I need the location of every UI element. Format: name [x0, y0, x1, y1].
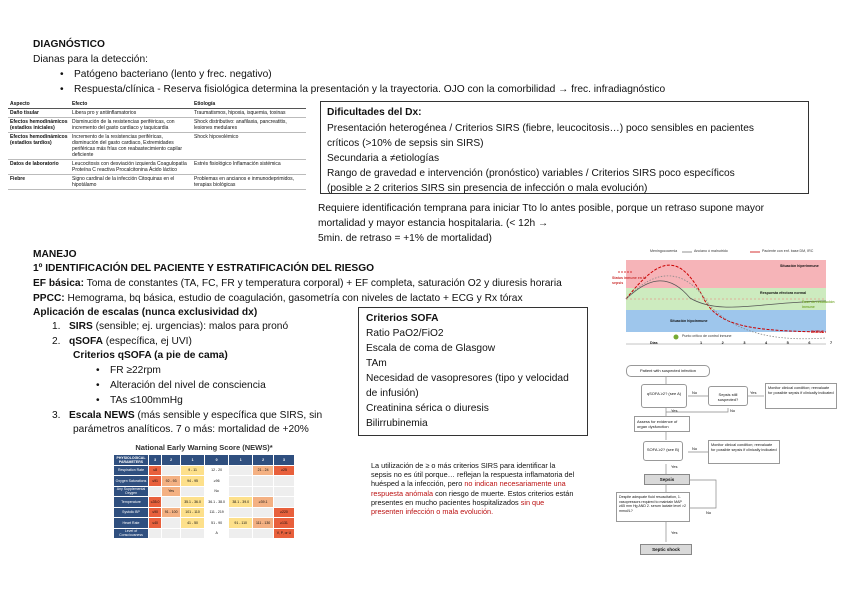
ef-basica: EF básica: Toma de constantes (TA, FC, FR y temperatura corporal) + EF completa, saturación O2 y diuresis horaria — [33, 278, 562, 289]
news-cell: ≤90 — [149, 507, 162, 518]
table-header: Aspecto — [8, 100, 70, 109]
news-row — [114, 528, 295, 539]
dificultades-line: críticos (>10% de sepsis sin SIRS) — [327, 138, 484, 149]
news-header-cell: 3 — [149, 455, 162, 466]
list-item: • TAs ≤100mmHg — [96, 395, 183, 406]
news-cell: 91 - 100 — [162, 507, 181, 518]
flow-monitor: Monitor clinical condition; reevaluate for possible sepsis if clinically indicated — [765, 383, 837, 409]
news-cell: 41 - 50 — [181, 518, 205, 529]
list-item: • FR ≥22rpm — [96, 365, 161, 376]
news-cell: ≤8 — [149, 465, 162, 476]
news-cell: 94 - 95 — [181, 476, 205, 487]
news-row-label: Heart Rate — [114, 518, 149, 529]
etiology-table — [8, 100, 306, 190]
news-row — [114, 465, 295, 476]
table-row: Daño tisular Libera pro y antiinflamatorios Traumatismos, hipoxia, isquemia, toxinas — [8, 109, 306, 118]
news-cell: ≥131 — [274, 518, 295, 529]
day-tick-label: 2 — [721, 341, 724, 345]
news-cell — [253, 528, 274, 539]
news-cell: 9 - 11 — [181, 465, 205, 476]
news-cell — [229, 465, 253, 476]
news-row — [114, 497, 295, 508]
news-row-label: Temperature — [114, 497, 149, 508]
news-cell: A — [205, 528, 229, 539]
news-cell: 51 - 90 — [205, 518, 229, 529]
news-cell: ≥39.1 — [253, 497, 274, 508]
zone-hypoimmune — [626, 310, 826, 332]
news-cell: ≤91 — [149, 476, 162, 487]
flow-septic-shock: Septic shock — [640, 544, 692, 555]
flow-qsofa-question: qSOFA ≥2? (see A) — [641, 384, 687, 408]
news-header-cell: PHYSIOLOGICAL PARAMETERS — [114, 455, 149, 466]
news-cell — [162, 497, 181, 508]
manejo-subtitle: 1º IDENTIFICACIÓN DEL PACIENTE Y ESTRATIFICACIÓN DEL RIESGO — [33, 263, 375, 274]
news-cell: 101 - 110 — [181, 507, 205, 518]
news-cell: 91 - 110 — [229, 518, 253, 529]
dificultades-box — [320, 101, 809, 194]
diana-item: • Respuesta/clínica - Reserva fisiológica determina la presentación y la trayectoria. OJO con la comorbilidad → frec. infradiagnóstico — [60, 84, 666, 95]
news-cell: 111 - 130 — [253, 518, 274, 529]
table-row: Fiebre Signo cardinal de la infección Citoquinas en el hipotálamo Problemas en ancianos e inmunodeprimidos, terapias biológicas — [8, 175, 306, 190]
day-tick-label: 6 — [808, 341, 811, 345]
exitus-label: EXITUS — [811, 330, 824, 334]
sofa-box — [358, 307, 588, 436]
flow-sepsis: Sepsis — [644, 474, 690, 485]
news-cell: Yes — [162, 486, 181, 497]
news-cell — [162, 465, 181, 476]
section-heading-diagnostico: DIAGNÓSTICO — [33, 39, 105, 50]
sofa-item: Bilirrubinemia — [366, 418, 428, 429]
table-header: Etiología — [192, 100, 306, 109]
dificultades-title: Dificultades del Dx: — [327, 107, 422, 118]
news-cell: ≤35.0 — [149, 497, 162, 508]
news-cell — [229, 486, 253, 497]
dificultades-line: Rango de gravedad e intervención (pronóstico) variables / Criterios SIRS poco específicos — [327, 168, 735, 179]
flow-monitor-2: Monitor clinical condition; reevaluate for possible sepsis if clinically indicated — [708, 440, 780, 464]
flow-no: No — [730, 408, 736, 413]
table-header: Efecto — [70, 100, 192, 109]
day-tick-label: 7 — [830, 341, 833, 345]
news-score-table — [113, 443, 295, 539]
news-header-cell: 2 — [253, 455, 274, 466]
news-row — [114, 507, 295, 518]
news-cell: V, P, or U — [274, 528, 295, 539]
days-label: Días — [650, 341, 658, 345]
news-row-label: Oxygen Saturations — [114, 476, 149, 487]
news-cell — [162, 518, 181, 529]
legend-item: Anciano ó malnutrido — [694, 249, 728, 253]
news-description: parámetros analíticos. 7 o más: mortalidad de +20% — [73, 424, 309, 435]
flow-yes: Yes — [671, 408, 678, 413]
requiere-line: mortalidad y mayor estancia hospitalaria. (< 12h → — [318, 218, 549, 229]
news-cell: 92 - 93 — [162, 476, 181, 487]
qsofa-title: Criterios qSOFA (a pie de cama) — [73, 350, 228, 361]
dianas-list — [60, 68, 666, 96]
news-title: National Early Warning Score (NEWS)* — [135, 443, 273, 452]
news-cell — [229, 528, 253, 539]
sofa-item: TAm — [366, 358, 387, 369]
news-cell — [149, 528, 162, 539]
flow-sofa-question: SOFA ≥2? (see B) — [643, 441, 683, 461]
zone-label: Situación hipoinmune — [670, 319, 708, 323]
legend-item: Meningococemia — [650, 249, 678, 253]
legend-item: Paciente con enf. base DM, IRC — [762, 249, 814, 253]
sofa-item: Escala de coma de Glasgow — [366, 343, 496, 354]
sofa-item: Ratio PaO2/FiO2 — [366, 328, 444, 339]
news-header-cell: 1 — [181, 455, 205, 466]
news-cell — [253, 476, 274, 487]
escalas-title: Aplicación de escalas (nunca exclusividad dx) — [33, 307, 258, 318]
news-row-label: Level of Consciousness — [114, 528, 149, 539]
escala-item-news: 3. Escala NEWS (más sensible y específica que SIRS, sin — [52, 410, 323, 421]
news-cell: 36.1 - 38.0 — [205, 497, 229, 508]
news-row — [114, 518, 295, 529]
flow-yes: Yes — [671, 464, 678, 469]
ppcc: PPCC: Hemograma, bq básica, estudio de coagulación, gasometría con niveles de lactato + ECG y Rx tórax — [33, 293, 523, 304]
sirs-note: La utilización de ≥ o más criterios SIRS para identificar la sepsis no es útil porque… reflejan la respuesta inflamatoria del huésped a la infección, pero no indican necesariamente una respuesta anómala con riesgo de muerte. Estos criterios están presentes en mucho pacientes hospitalizados sin que presenten infección o mala evolución. — [371, 461, 575, 517]
flow-yes: Yes — [671, 530, 678, 535]
flow-yes: Yes — [750, 390, 757, 395]
news-row — [114, 476, 295, 487]
day-tick-label: 5 — [786, 341, 789, 345]
news-cell: 35.1 - 36.0 — [181, 497, 205, 508]
escala-item-sirs: 1. SIRS (sensible; ej. urgencias): malos para pronó — [52, 321, 289, 332]
flow-no: No — [692, 390, 698, 395]
section-heading-manejo: MANEJO — [33, 249, 77, 260]
critical-point-label: Punto crítico de control inmune — [682, 334, 732, 338]
news-cell — [274, 497, 295, 508]
sofa-item: Necesidad de vasopresores (tipo y velocidad — [366, 373, 569, 384]
news-cell: ≥96 — [205, 476, 229, 487]
dificultades-line: Presentación heterogénea / Criterios SIRS (fiebre, leucocitosis…) poco sensibles en pacientes — [327, 123, 754, 134]
flow-assess: Assess for evidence of organ dysfunction — [634, 416, 690, 432]
day-tick-label: 3 — [743, 341, 746, 345]
requiere-line: 5min. de retraso = +1% de mortalidad) — [318, 233, 492, 244]
news-header-cell: 1 — [229, 455, 253, 466]
table-row: Efectos hemodinámicos (estadios iniciales) Disminución de la resistencias periféricas, con incremento del gasto cardiaco y taquicardia Shock distributivo: anafilaxia, pancreatitis, lesiones medulares — [8, 118, 306, 133]
news-row-label: Any Supplemental Oxygen — [114, 486, 149, 497]
diana-item: • Patógeno bacteriano (lento y frec. negativo) — [60, 69, 272, 80]
zone-label: Situación hiperinmune — [780, 264, 819, 268]
flow-no: No — [692, 446, 698, 451]
news-header-cell: 2 — [162, 455, 181, 466]
qsofa-list — [96, 364, 266, 407]
news-cell — [181, 528, 205, 539]
zone-label: Respuesta efectora normal — [760, 291, 807, 295]
dificultades-line: (posible ≥ 2 criterios SIRS sin presencia de infección o mala evolución) — [327, 183, 648, 194]
news-cell — [149, 486, 162, 497]
day-tick-label: 1 — [700, 341, 703, 345]
news-cell — [181, 486, 205, 497]
escala-item-qsofa: 2. qSOFA (específica, ej UVI) — [52, 336, 192, 347]
dificultades-line: Secundaria a ≠etiologías — [327, 153, 440, 164]
news-row-label: Respiration Rate — [114, 465, 149, 476]
resolution-label: Fase de resolución inmune — [802, 300, 835, 309]
sofa-item: de infusión) — [366, 388, 419, 399]
sofa-title: Criterios SOFA — [366, 313, 439, 324]
news-cell: 111 - 219 — [205, 507, 229, 518]
day-tick-label: 4 — [765, 341, 768, 345]
table-row: Datos de laboratorio Leucocitosis con desviación izquierda Coagulopatía Proteína C reactiva Procalcitonina Ácido láctico Estrés fisiológico Inflamación sistémica — [8, 160, 306, 175]
news-row-label: Systolic BP — [114, 507, 149, 518]
news-cell: 21 - 24 — [253, 465, 274, 476]
news-cell: ≥220 — [274, 507, 295, 518]
sofa-item: Creatinina sérica o diuresis — [366, 403, 489, 414]
news-cell — [162, 528, 181, 539]
news-cell — [229, 476, 253, 487]
news-cell — [274, 476, 295, 487]
days-axis — [700, 341, 833, 347]
news-cell: ≥25 — [274, 465, 295, 476]
flow-no: No — [706, 510, 712, 515]
table-row: Efectos hemodinámicos (estadios tardíos) Incremento de la resistencias periféricas, disminución del gasto cardiaco, Extremidades periféricas más frías con reabastecimiento capilar deficiente Shock hipovolémico — [8, 133, 306, 160]
news-cell — [229, 507, 253, 518]
news-cell: 12 - 20 — [205, 465, 229, 476]
requiere-line: Requiere identificación temprana para iniciar Tto lo antes posible, porque un retraso supone mayor — [318, 203, 765, 214]
news-header-cell: 0 — [205, 455, 229, 466]
news-cell: No — [205, 486, 229, 497]
news-cell — [253, 507, 274, 518]
news-header-cell: 3 — [274, 455, 295, 466]
flow-shock-question: Despite adequate fluid resuscitation, 1. vasopressors required to maintain MAP ≥65 mm Hg AND 2. serum lactate level >2 mmol/L? — [616, 492, 690, 522]
news-cell — [253, 486, 274, 497]
news-cell — [274, 486, 295, 497]
flow-start: Patient with suspected infection — [626, 365, 710, 377]
status-label: Status inmune en la sepsis — [612, 276, 646, 285]
critical-point-marker — [674, 335, 679, 340]
list-item: • Alteración del nivel de consciencia — [96, 380, 266, 391]
news-cell: 38.1 - 39.0 — [229, 497, 253, 508]
flow-sepsis-still: Sepsis still suspected? — [708, 386, 748, 406]
news-row — [114, 486, 295, 497]
dianas-intro: Dianas para la detección: — [33, 54, 148, 65]
news-cell: ≤40 — [149, 518, 162, 529]
